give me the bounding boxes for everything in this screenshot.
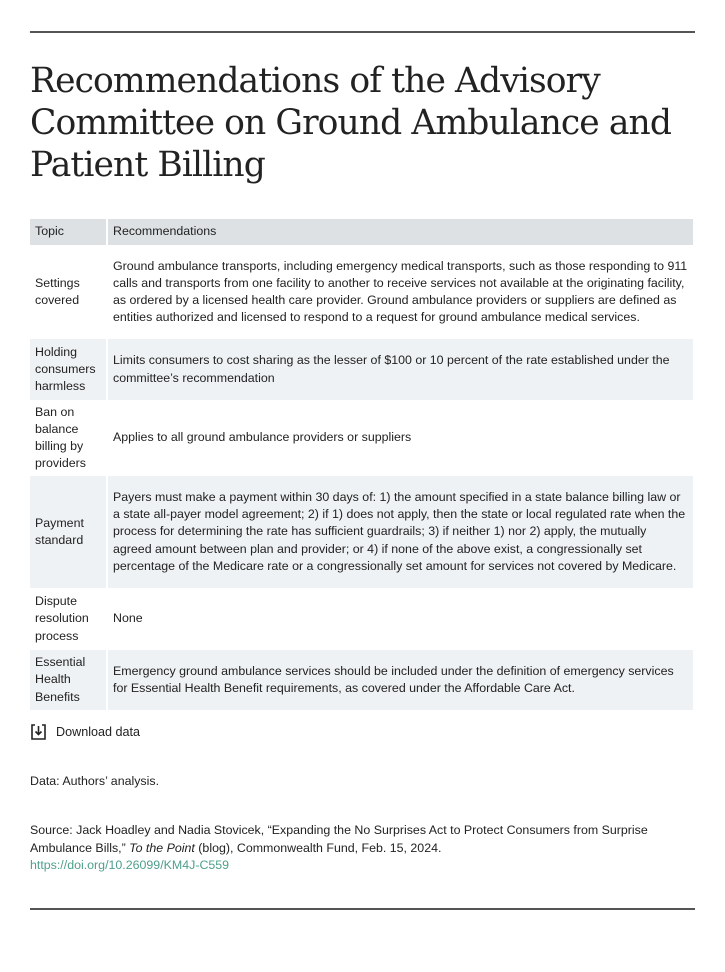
source-note	[30, 822, 695, 875]
table-row	[30, 588, 693, 650]
download-data-label: Download data	[56, 725, 141, 739]
download-data-button[interactable]	[30, 722, 140, 742]
recommendation-cell: Limits consumers to cost sharing as the lesser of $100 or 10 percent of the rate established under the committee’s recommendation	[108, 339, 693, 400]
source-text-suffix: (blog), Commonwealth Fund, Feb. 15, 2024.	[194, 840, 442, 855]
top-rule	[30, 31, 695, 33]
download-icon	[30, 723, 47, 741]
page-title: Recommendations of the Advisory Committee on Ground Ambulance and Patient Billing	[30, 61, 672, 185]
recommendation-cell: None	[108, 588, 693, 650]
topic-cell: Dispute resolution process	[30, 588, 108, 650]
bottom-rule	[30, 908, 695, 910]
doi-link[interactable]: https://doi.org/10.26099/KM4J-C559	[30, 858, 230, 872]
recommendation-cell: Payers must make a payment within 30 days of: 1) the amount specified in a state balance billing law or a state all-payer model agreement; 2) if 1) does not apply, then the state or local regulated rate when the process for determining the rate has sufficient guardrails; 3) if neither 1) nor 2) apply, the mutually agreed amount between plan and provider; or 4) if none of the above exist, a congressionally set percentage of the Medicare rate or a congressionally set amount for services not covered by Medicare.	[108, 476, 693, 588]
column-header-recommendations: Recommendations	[108, 219, 693, 245]
topic-cell: Holding consumers harmless	[30, 339, 108, 400]
topic-cell: Payment standard	[30, 476, 108, 588]
source-text: Source: Jack Hoadley and Nadia Stovicek, “Expanding the No Surprises Act to Protect Consumers from Surprise Ambulance Bills,”	[30, 823, 648, 855]
column-header-topic: Topic	[30, 219, 108, 245]
topic-cell: Ban on balance billing by providers	[30, 400, 108, 476]
table-row	[30, 339, 693, 400]
table-row	[30, 650, 693, 710]
recommendation-cell: Ground ambulance transports, including emergency medical transports, such as those responding to 911 calls and transports from one facility to another to receive services not available at the originating facility, as ordered by a licensed health care provider. Ground ambulance providers or suppliers are defined as entities authorized and licensed to respond to a request for ground ambulance medical services.	[108, 245, 693, 339]
data-note: Data: Authors’ analysis.	[30, 774, 160, 788]
table-row	[30, 400, 693, 476]
topic-cell: Settings covered	[30, 245, 108, 339]
table-header-row	[30, 219, 693, 245]
table-row	[30, 245, 693, 339]
table-row	[30, 476, 693, 588]
recommendation-cell: Applies to all ground ambulance providers or suppliers	[108, 400, 693, 476]
recommendations-table	[30, 219, 693, 710]
recommendation-cell: Emergency ground ambulance services should be included under the definition of emergency services for Essential Health Benefit requirements, as covered under the Affordable Care Act.	[108, 650, 693, 710]
source-publication: To the Point	[129, 840, 195, 855]
topic-cell: Essential Health Benefits	[30, 650, 108, 710]
